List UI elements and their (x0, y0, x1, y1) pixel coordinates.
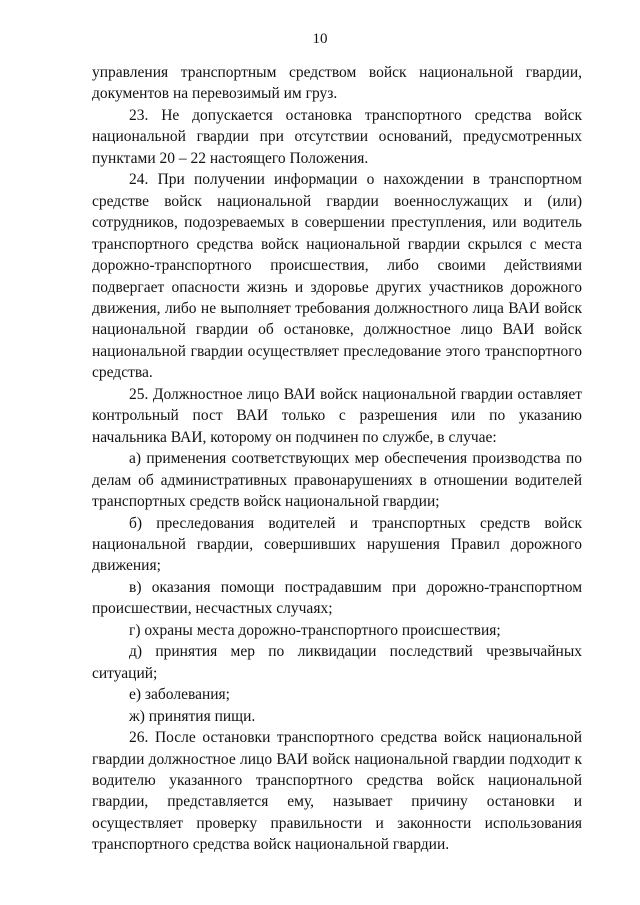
paragraph-23: 23. Не допускается остановка транспортного средства войск национальной гвардии при отсутствии оснований, предусмотренных пунктами 20 – 22 настоящего Положения. (92, 106, 582, 167)
paragraph-26: 26. После остановки транспортного средства войск национальной гвардии должностное лицо ВАИ войск национальной гвардии подходит к водителю указанного транспортного средства войск национальной гвардии, представляется ему, называет причину остановки и осуществляет проверку правильности и законности использования транспортного средства войск национальной гвардии. (92, 729, 582, 854)
document-body (92, 62, 582, 856)
list-item-v: в) оказания помощи пострадавшим при дорожно-транспортном происшествии, несчастных случаях; (92, 578, 582, 618)
list-item-g: г) охраны места дорожно-транспортного происшествия; (129, 621, 501, 639)
paragraph-25: 25. Должностное лицо ВАИ войск национальной гвардии оставляет контрольный пост ВАИ только с разрешения или по указанию начальника ВАИ, которому он подчинен по службе, в случае: (92, 385, 582, 446)
paragraph-continuation: управления транспортным средством войск национальной гвардии, документов на перевозимый им груз. (92, 64, 582, 103)
list-item-d: д) принятия мер по ликвидации последствий чрезвычайных ситуаций; (92, 643, 582, 682)
list-item-zh: ж) принятия пищи. (129, 707, 256, 725)
list-item-e: е) заболевания; (129, 686, 230, 704)
page-number: 10 (312, 31, 328, 47)
list-item-b: б) преследования водителей и транспортных средств войск национальной гвардии, совершивших нарушения Правил дорожного движения; (92, 514, 582, 575)
list-item-a: а) применения соответствующих мер обеспечения производства по делам об административных правонарушениях в отношении водителей транспортных средств войск национальной гвардии; (92, 450, 582, 511)
paragraph-24: 24. При получении информации о нахождении в транспортном средстве войск национальной гвардии военнослужащих и (или) сотрудников, подозреваемых в совершении преступления, или водитель транспортного средства войск национальной гвардии скрылся с места дорожно-транспортного происшествия, либо своими действиями подвергает опасности жизнь и здоровье других участников дорожного движения, либо не выполняет требования должностного лица ВАИ войск национальной гвардии об остановке, должностное лицо ВАИ войск национальной гвардии осуществляет преследование этого транспортного средства. (92, 171, 582, 382)
